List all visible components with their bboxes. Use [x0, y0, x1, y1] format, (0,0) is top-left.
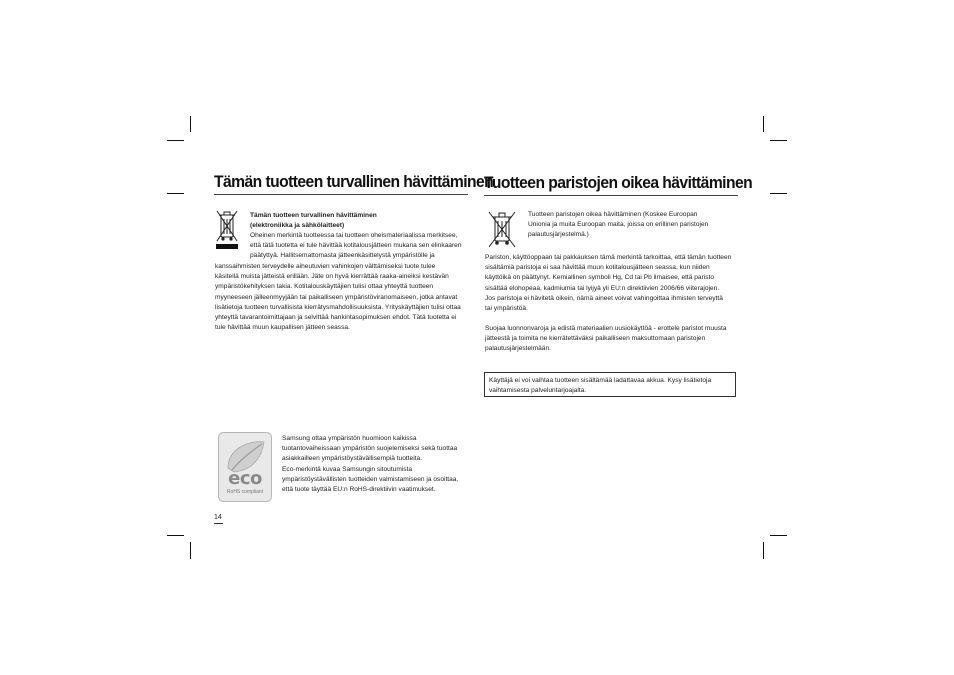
weee-bin-icon: [214, 209, 240, 251]
text-line: päätyttyä. Hallitsemattomasta jätteenkäsittelystä ympäristölle ja: [250, 252, 435, 260]
left-body: [250, 231, 462, 262]
text-line: Tuotteen paristojen oikea hävittäminen (Koskee Euroopan: [528, 211, 698, 218]
crop-mark: [770, 140, 787, 141]
text-line: lisätietoja tuotteen turvallisista kierrätysmahdollisuuksista. Yrityskäyttäjien tulisi ottaa: [215, 303, 461, 311]
crop-mark: [770, 535, 787, 536]
eco-logo-subtext: RoHS compliant: [226, 489, 264, 495]
right-intro: [528, 210, 708, 241]
eco-text: [282, 434, 458, 495]
text-line: Pariston, käyttöoppaan tai pakkauksen tämä merkintä tarkoittaa, että tämän tuotteen: [485, 254, 732, 261]
text-line: käyttöikä on päättynyt. Kemiallinen symboli Hg, Cd tai Pb ilmaisee, että paristo: [485, 274, 715, 282]
right-title: Tuotteen paristojen oikea hävittäminen: [484, 173, 753, 192]
page-number-rule: [214, 523, 223, 524]
text-line: Käyttäjä ei voi vaihtaa tuotteen sisältämää ladattavaa akkua. Kysy lisätietoja: [489, 377, 712, 384]
text-line: Samsung ottaa ympäristön huomioon kaikissa: [282, 435, 417, 442]
battery-note-box: [484, 372, 736, 397]
symbol-heading-line: (elektroniikka ja sähkölaitteet): [250, 222, 345, 230]
battery-bin-icon: [485, 209, 519, 249]
page-number: 14: [214, 514, 222, 521]
text-line: Unionia ja muita Euroopan maita, joissa on erillinen paristojen: [528, 221, 709, 229]
text-line: jätteestä ja toimita ne kierrätettäväksi paikalliseen maksuttomaan paristojen: [485, 335, 706, 343]
text-line: tule hävittää muun kaupallisen jätteen seassa.: [215, 324, 350, 332]
text-line: Oheinen merkintä tuotteessa tai tuotteen oheismateriaalissa merkitsee,: [250, 232, 458, 239]
text-line: yhteyttä tavarantoimittajaan ja selvittää hankintasopimuksen ehdot. Tätä tuotetta ei: [215, 314, 457, 322]
text-line: käsitellä muista jätteistä erillään. Jäte on hyvä kierrättää raaka-aineiksi kestävän: [215, 273, 449, 281]
text-line: että tätä tuotetta ei tule hävittää kotitalousjätteen mukana sen elinkaaren: [250, 242, 462, 250]
left-title-rule: [214, 194, 468, 195]
text-line: sisältämiä paristoja ei saa hävittää muun kotitalousjätteen seassa, kun niiden: [485, 264, 710, 272]
text-line: tuotantovaiheissaan ympäristön suojelemiseksi sekä tuottaa: [282, 445, 458, 453]
text-line: kanssaihmisten terveydelle aiheutuvien vahinkojen välttämiseksi tuote tulee: [215, 263, 436, 270]
text-line: ympäristöystävällisten tuotteiden valmistamiseen ja osoittaa,: [282, 475, 459, 483]
crop-mark: [167, 140, 184, 141]
text-line: palautusjärjestelmä.): [528, 231, 589, 239]
eco-logo: [218, 432, 272, 502]
right-paragraph-1: [485, 253, 731, 314]
text-line: palautusjärjestelmään.: [485, 345, 551, 353]
text-line: ympäristökehityksen takia. Kotitalouskäyttäjien tulisi ottaa yhteyttä tuotteen: [215, 283, 434, 291]
text-line: vaihtamisesta palveluntarjoajalta.: [489, 387, 587, 394]
left-title: Tämän tuotteen turvallinen hävittäminen: [214, 172, 494, 191]
crop-mark: [167, 193, 184, 194]
text-line: Suojaa luonnonvaroja ja edistä materiaalien uusiokäyttöä - erottele paristot muusta: [485, 325, 727, 332]
right-paragraph-2: [485, 324, 727, 355]
text-line: Eco-merkintä kuvaa Samsungin sitoutumista: [282, 465, 413, 473]
right-title-rule: [484, 195, 738, 196]
text-line: myyneeseen jälleenmyyjään tai paikalliseen ympäristöviranomaiseen, jotka antavat: [215, 293, 458, 301]
text-line: Jos paristoja ei hävitetä oikein, nämä aineet voivat vahingoittaa ihmisten terveyttä: [485, 294, 723, 302]
left-body-continued: [215, 262, 461, 333]
crop-mark: [763, 116, 764, 132]
crop-mark: [190, 116, 191, 132]
crop-mark: [770, 193, 787, 194]
crop-mark: [190, 542, 191, 559]
text-line: että tuote täyttää EU:n RoHS-direktiivin vaatimukset.: [282, 486, 436, 494]
text-line: tai ympäristöä.: [485, 305, 528, 313]
crop-mark: [763, 542, 764, 559]
crop-mark: [167, 535, 184, 536]
eco-logo-text: eco: [228, 468, 262, 489]
left-symbol-heading: [250, 211, 377, 231]
symbol-heading-line: Tämän tuotteen turvallinen hävittäminen: [250, 212, 377, 219]
text-line: sisältää elohopeaa, kadmiumia tai lyijyä yli EU:n direktiivien 2006/66 viiterajojen.: [485, 284, 720, 292]
text-line: asiakkailleen ympäristöystävällisempiä tuotteita.: [282, 455, 422, 463]
